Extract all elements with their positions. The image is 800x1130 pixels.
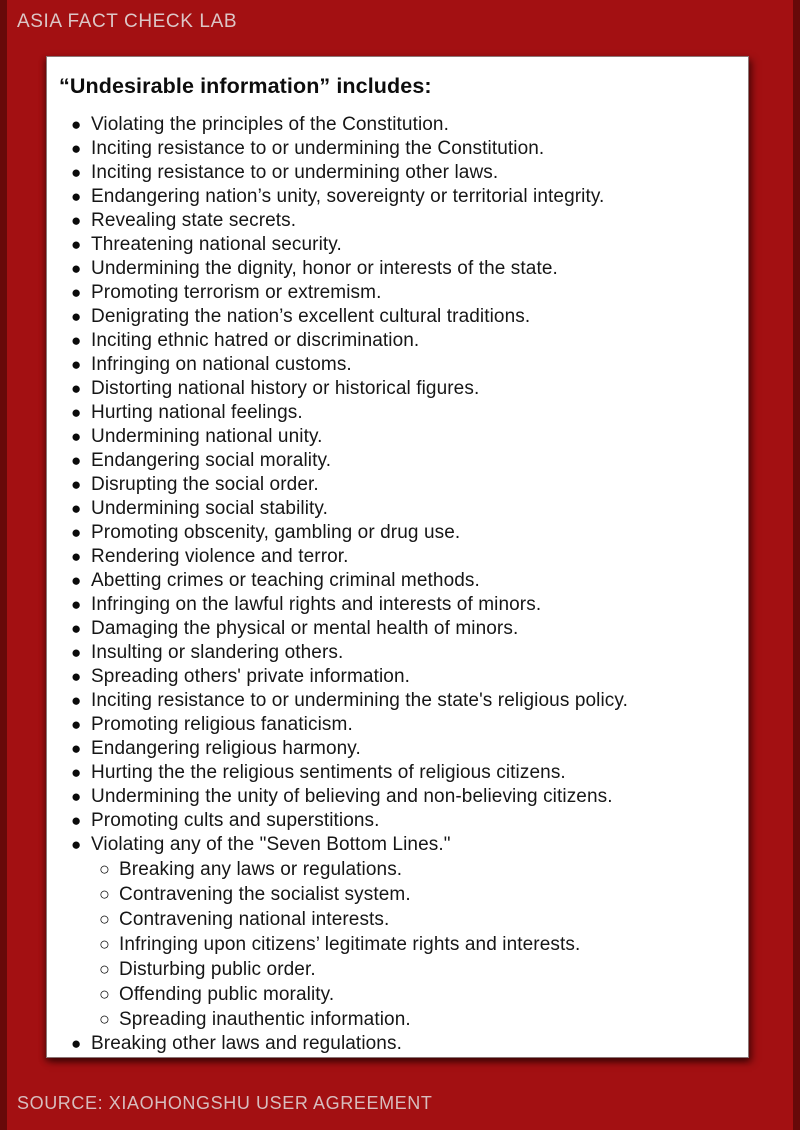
list-item — [59, 113, 736, 137]
filled-circle-bullet-icon: ● — [71, 667, 82, 686]
list-item — [59, 641, 736, 665]
page-edge-right — [793, 0, 800, 1130]
filled-circle-bullet-icon: ● — [71, 835, 82, 854]
page-edge-left — [0, 0, 7, 1130]
list-item-text: Endangering nation’s unity, sovereignty or territorial integrity. — [91, 186, 605, 207]
open-circle-bullet-icon: ○ — [99, 909, 110, 929]
list-item — [59, 257, 736, 281]
filled-circle-bullet-icon: ● — [71, 763, 82, 782]
list-item-text: Offending public morality. — [119, 984, 335, 1005]
filled-circle-bullet-icon: ● — [71, 595, 82, 614]
list-item-text: Hurting national feelings. — [91, 402, 303, 423]
list-item — [59, 713, 736, 737]
list-item — [59, 473, 736, 497]
list-item — [59, 1032, 736, 1056]
list-item — [59, 161, 736, 185]
filled-circle-bullet-icon: ● — [71, 235, 82, 254]
list-item — [59, 617, 736, 641]
filled-circle-bullet-icon: ● — [71, 691, 82, 710]
list-item-text: Inciting resistance to or undermining the Constitution. — [91, 138, 545, 159]
list-item — [59, 785, 736, 809]
open-circle-bullet-icon: ○ — [99, 984, 110, 1004]
list-item — [59, 329, 736, 353]
list-subitem — [59, 882, 736, 907]
list-item-text: Promoting obscenity, gambling or drug use. — [91, 522, 461, 543]
list-item-text: Revealing state secrets. — [91, 210, 297, 231]
filled-circle-bullet-icon: ● — [71, 811, 82, 830]
filled-circle-bullet-icon: ● — [71, 187, 82, 206]
open-circle-bullet-icon: ○ — [99, 934, 110, 954]
list-item-text: Denigrating the nation’s excellent cultural traditions. — [91, 306, 531, 327]
list-item-text: Hurting the the religious sentiments of religious citizens. — [91, 762, 566, 783]
undesirable-info-card — [46, 56, 749, 1058]
list-item — [59, 833, 736, 857]
open-circle-bullet-icon: ○ — [99, 1009, 110, 1029]
filled-circle-bullet-icon: ● — [71, 283, 82, 302]
filled-circle-bullet-icon: ● — [71, 427, 82, 446]
list-item-text: Endangering social morality. — [91, 450, 332, 471]
list-item-text: Disturbing public order. — [119, 959, 316, 980]
list-item-text: Insulting or slandering others. — [91, 642, 344, 663]
filled-circle-bullet-icon: ● — [71, 499, 82, 518]
list-item-text: Infringing upon citizens’ legitimate rights and interests. — [119, 934, 581, 955]
open-circle-bullet-icon: ○ — [99, 884, 110, 904]
filled-circle-bullet-icon: ● — [71, 379, 82, 398]
list-subitem — [59, 907, 736, 932]
list-item — [59, 137, 736, 161]
undesirable-list — [59, 113, 736, 1056]
list-item-text: Promoting religious fanaticism. — [91, 714, 353, 735]
filled-circle-bullet-icon: ● — [71, 475, 82, 494]
list-item — [59, 185, 736, 209]
list-item — [59, 809, 736, 833]
filled-circle-bullet-icon: ● — [71, 331, 82, 350]
list-item — [59, 761, 736, 785]
list-item — [59, 569, 736, 593]
list-subitem — [59, 857, 736, 882]
filled-circle-bullet-icon: ● — [71, 715, 82, 734]
filled-circle-bullet-icon: ● — [71, 643, 82, 662]
list-item-text: Rendering violence and terror. — [91, 546, 349, 567]
list-item-text: Breaking other laws and regulations. — [91, 1033, 402, 1054]
open-circle-bullet-icon: ○ — [99, 859, 110, 879]
list-item-text: Threatening national security. — [91, 234, 342, 255]
list-item-text: Infringing on national customs. — [91, 354, 352, 375]
list-item — [59, 689, 736, 713]
list-subitem — [59, 932, 736, 957]
list-item — [59, 593, 736, 617]
list-item — [59, 497, 736, 521]
filled-circle-bullet-icon: ● — [71, 307, 82, 326]
list-item — [59, 545, 736, 569]
filled-circle-bullet-icon: ● — [71, 259, 82, 278]
list-item-text: Promoting terrorism or extremism. — [91, 282, 382, 303]
filled-circle-bullet-icon: ● — [71, 211, 82, 230]
list-item — [59, 209, 736, 233]
list-item-text: Contravening national interests. — [119, 909, 390, 930]
list-item-text: Undermining the dignity, honor or interests of the state. — [91, 258, 558, 279]
filled-circle-bullet-icon: ● — [71, 1034, 82, 1053]
list-item-text: Breaking any laws or regulations. — [119, 859, 403, 880]
list-item-text: Violating any of the "Seven Bottom Lines." — [91, 834, 451, 855]
list-item — [59, 305, 736, 329]
filled-circle-bullet-icon: ● — [71, 523, 82, 542]
brand-header: ASIA FACT CHECK LAB — [17, 11, 238, 32]
list-item-text: Promoting cults and superstitions. — [91, 810, 380, 831]
list-item-text: Inciting ethnic hatred or discrimination. — [91, 330, 420, 351]
list-item — [59, 233, 736, 257]
filled-circle-bullet-icon: ● — [71, 115, 82, 134]
list-item-text: Abetting crimes or teaching criminal methods. — [91, 570, 480, 591]
filled-circle-bullet-icon: ● — [71, 739, 82, 758]
list-item-text: Contravening the socialist system. — [119, 884, 411, 905]
filled-circle-bullet-icon: ● — [71, 571, 82, 590]
list-item — [59, 281, 736, 305]
list-item-text: Inciting resistance to or undermining the state's religious policy. — [91, 690, 628, 711]
list-subitem — [59, 1007, 736, 1032]
list-item-text: Violating the principles of the Constitution. — [91, 114, 449, 135]
list-item — [59, 665, 736, 689]
list-item — [59, 401, 736, 425]
filled-circle-bullet-icon: ● — [71, 355, 82, 374]
filled-circle-bullet-icon: ● — [71, 547, 82, 566]
source-attribution: SOURCE: XIAOHONGSHU USER AGREEMENT — [17, 1093, 433, 1113]
list-item-text: Undermining social stability. — [91, 498, 328, 519]
list-subitem — [59, 957, 736, 982]
list-item — [59, 353, 736, 377]
list-item-text: Damaging the physical or mental health of minors. — [91, 618, 519, 639]
filled-circle-bullet-icon: ● — [71, 403, 82, 422]
list-item-text: Undermining national unity. — [91, 426, 323, 447]
list-item-text: Undermining the unity of believing and non-believing citizens. — [91, 786, 613, 807]
list-item — [59, 449, 736, 473]
list-item-text: Spreading inauthentic information. — [119, 1009, 411, 1030]
card-title: “Undesirable information” includes: — [59, 74, 432, 98]
list-item — [59, 377, 736, 401]
list-subitem — [59, 982, 736, 1007]
list-item — [59, 521, 736, 545]
filled-circle-bullet-icon: ● — [71, 787, 82, 806]
filled-circle-bullet-icon: ● — [71, 451, 82, 470]
filled-circle-bullet-icon: ● — [71, 619, 82, 638]
open-circle-bullet-icon: ○ — [99, 959, 110, 979]
list-item-text: Infringing on the lawful rights and interests of minors. — [91, 594, 542, 615]
list-item-text: Inciting resistance to or undermining other laws. — [91, 162, 499, 183]
list-item-text: Endangering religious harmony. — [91, 738, 361, 759]
list-item-text: Disrupting the social order. — [91, 474, 319, 495]
list-item — [59, 425, 736, 449]
filled-circle-bullet-icon: ● — [71, 139, 82, 158]
list-item-text: Distorting national history or historical figures. — [91, 378, 480, 399]
list-item-text: Spreading others' private information. — [91, 666, 410, 687]
filled-circle-bullet-icon: ● — [71, 163, 82, 182]
list-item — [59, 737, 736, 761]
